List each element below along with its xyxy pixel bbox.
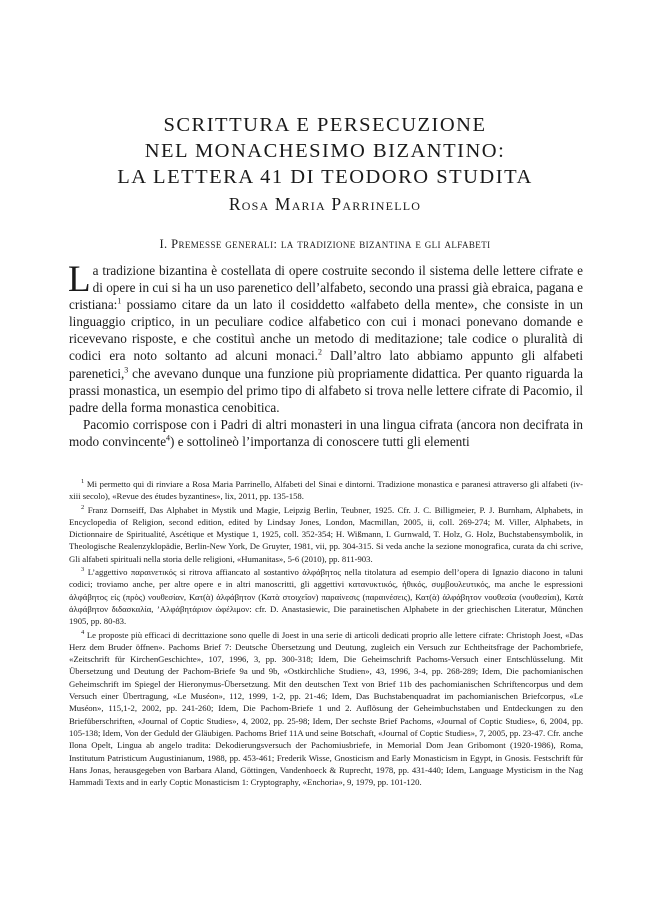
body-paragraph-2 xyxy=(69,416,583,452)
footnote-number: 1 xyxy=(81,478,85,486)
footnote-2 xyxy=(69,504,583,565)
footnote-text: L’aggettivo παραινετικός si ritrova affiancato al sostantivo ἀλφάβητος nella titolatura ad esempio dell’opera di Ignazio diacono in taluni codici; troviamo anche, per altre opere e in altri manoscritti, gli aggettivi κατανυκτικός, ἠθικός, συμβουλευτικός, ma anche le espressioni ἀλφάβητος εἰς (πρὸς) νουθεσίαν, Κατ(ὰ) ἀλφάβητον (Κατὰ στοιχεῖον) παραίνεσις (παραινέσεις), Κατ(ὰ) ἀλφάβητον νουθεσία (νουθεσίαι), Κατὰ ἀλφάβητον διδασκαλία, ’Αλφάβητάριον ὠφέλιμον: cfr. D. Anastasiewic, Die parainetischen Alphabete in der griechischen Literatur, München 1905, pp. 80-83. xyxy=(69,567,583,627)
footnote-ref-2[interactable]: 2 xyxy=(317,348,322,358)
author-name: Rosa Maria Parrinello xyxy=(228,194,422,214)
body-paragraph-1 xyxy=(68,259,583,416)
footnote-ref-4[interactable]: 4 xyxy=(166,433,171,443)
article-title-line-2: NEL MONACHESIMO BIZANTINO: xyxy=(144,140,506,162)
footnote-text: Franz Dornseiff, Das Alphabet in Mystik und Magie, Leipzig Berlin, Teubner, 1925. Cfr. J. C. Billigmeier, P. J. Burnham, Alphabets, in Encyclopedia of Religion, second edition, edited by Lindsay Jones, London, Macmillan, 2005, ii, coll. 269-274; M. Viller, Alphabets, in Dictionnaire de Spiritualité, Ascétique et Mystique 1, 1925, coll. 352-354; H. Wißmann, I. Gurnwald, T. Holz, G. Holz, Buchstabensymbolik, in Theologische Realenzyklopädie, Berlin-New York, De Gruyter, 1981, vii, pp. 304-315. Si veda anche la sezione monografica, curata da chi scrive, Gli alfabeti spirituali nella storia delle religioni, «Humanitas», 5-6 (2010), pp. 811-903. xyxy=(69,504,583,564)
paragraph-text: che avevano dunque una funzione più propriamente didattica. Per quanto riguarda la prassi monastica, un esempio del primo tipo di alfabeto si trova nelle lettere cifrate di Pacomio, il padre della forma monastica cenobitica. xyxy=(69,365,583,415)
article-title-line-3: LA LETTERA 41 DI TEODORO STUDITA xyxy=(117,166,533,188)
footnote-number: 2 xyxy=(81,503,85,511)
footnote-ref-1[interactable]: 1 xyxy=(117,296,122,306)
footnote-text: Le proposte più efficaci di decrittazione sono quelle di Joest in una serie di articoli dedicati proprio alle lettere cifrate: Christoph Joest, «Das Herz dem Bruder öffnen». Pachoms Brief 7: Deutsche Übersetzung und Deutung, zugleich ein Versuch zur Echtheitsfrage der Pachombriefe, «Zeitschrift für KirchenGeschichte», 107, 1996, 3, pp. 300-318; Idem, Die Geheimschrift Pachoms-Versuch einer Entschlüsselung. Mit Übersetzung und Deutung der Pachom-Briefe 9a und 9b, «Ostkirchliche Studien», 43, 1996, 3-4, pp. 268-289; Idem, Die pachomianischen Geheimschrift im Spiegel der Hieronymus-Übersetzung. Mit den deutschen Text von Brief 11b des pachomianischen Schriftencorpus und dem Versuch einer Übertragung, «Le Muséon», 112, 1999, 1-2, pp. 21-46; Idem, Das Buchstabenquadrat im pachomianischen Briefcorpus, «Le Muséon», 115,1-2, 2002, pp. 241-260; Idem, Die Pachom-Briefe 1 und 2. Auflösung der Geheimbuchstaben und Entdeckungen zu den Briefüberschriften, «Journal of Coptic Studies», 4, 2002, pp. 25-98; Idem, Der sechste Brief Pachoms, «Journal of Coptic Studies», 6, 2004, pp. 105-138; Idem, Von der Geduld der Gläubigen. Pachoms Brief 11A und seine Botschaft, «Journal of Coptic Studies», 7, 2005, pp. 23-47. Cfr. anche Ilona Opelt, Lingua ab angelo tradita: Dekodierungsversuch der Pachomiusbriefe, in Memorial Dom Jean Gribomont (1920-1986), Roma, Institutum Patristicum Augustinianum, 1988, pp. 453-461; Frederik Wisse, Gnosticism and Early Monasticism in Egypt, in Gnosis. Festschrift für Hans Jonas, herausgegeben von Barbara Aland, Göttingen, Vandenhoeck & Ruprecht, 1978, pp. 431-440; Idem, Language Mysticism in the Nag Hammadi Texts and in early Coptic Monasticism 1: Cryptography, «Enchoria», 9, 1979, pp. 101-120. xyxy=(69,629,584,788)
section-heading: I. Premesse generali: la tradizione bizantina e gli alfabeti xyxy=(159,237,491,251)
footnote-text: Mi permetto qui di rinviare a Rosa Maria Parrinello, Alfabeti del Sinai e dintorni. Tradizione monastica e paranesi attraverso gli alfabeti (iv-xiii secolo), «Revue des études byzantines», lix, 2011, pp. 135-158. xyxy=(69,479,583,502)
footnote-3 xyxy=(69,566,583,627)
paragraph-text: Dall’altro lato abbiamo appunto gli alfabeti parenetici, xyxy=(69,348,583,381)
footnote-number: 3 xyxy=(81,566,85,574)
paragraph-text: a tradizione bizantina è costellata di opere costruite secondo il sistema delle lettere cifrate e di opere in cui si ha un uso parenetico dell’alfabeto, secondo una prassi già ebraica, pagana e cristiana: xyxy=(69,263,583,313)
footnote-number: 4 xyxy=(81,628,85,636)
footnotes xyxy=(69,478,583,789)
footnote-1 xyxy=(69,478,583,503)
footnote-ref-3[interactable]: 3 xyxy=(124,365,129,375)
paragraph-text: Pacomio corrispose con i Padri di altri monasteri in una lingua cifrata (ancora non decifrata in modo convincente xyxy=(69,417,583,450)
footnote-4 xyxy=(69,629,583,789)
article-title-line-1: SCRITTURA E PERSECUZIONE xyxy=(163,114,487,136)
drop-cap: L xyxy=(68,259,91,300)
paragraph-text: ) e sottolineò l’importanza di conoscere tutti gli elementi xyxy=(170,434,470,450)
paragraph-text: possiamo citare da un lato il cosiddetto «alfabeto della mente», che consiste in un linguaggio criptico, in un peculiare codice alfabetico con cui i monaci ponevano domande e ricevevano risposte, e che costituì anche un metodo di meditazione; tale codice o pluralità di codici era noto soltanto ad alcuni monaci. xyxy=(69,297,583,364)
